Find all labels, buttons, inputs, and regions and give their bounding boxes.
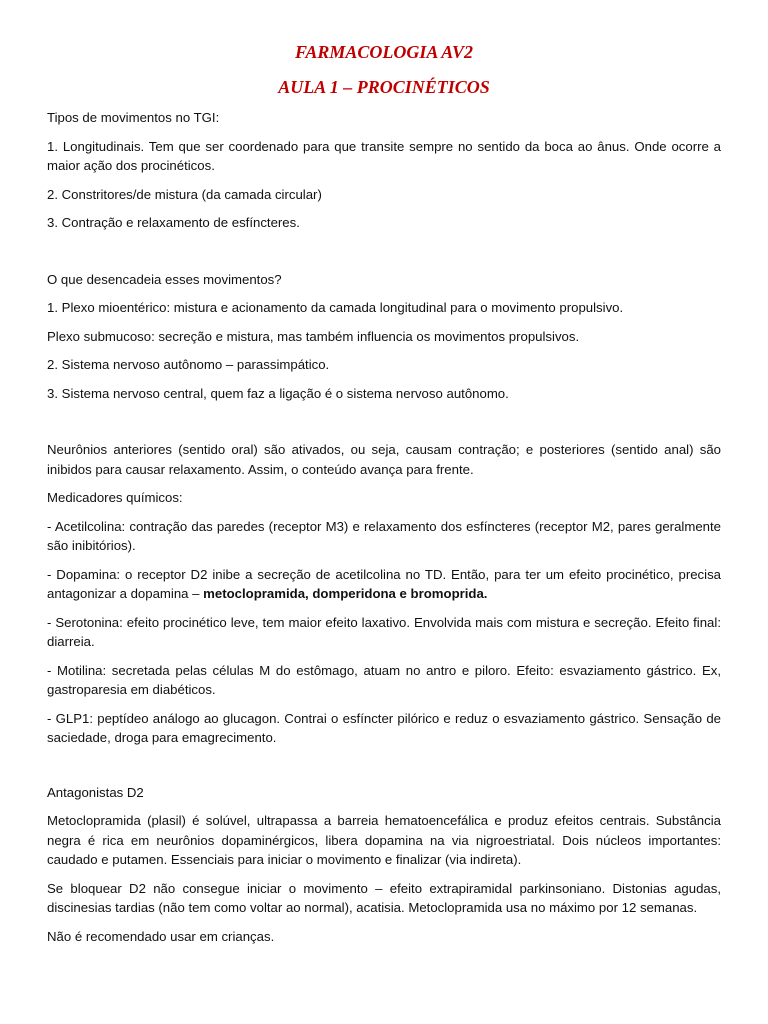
section-heading-desencadeia: O que desencadeia esses movimentos?	[47, 271, 282, 287]
section-heading-medicadores: Medicadores químicos:	[47, 490, 183, 505]
paragraph-antagonistas-3: Não é recomendado usar em crianças.	[47, 928, 275, 944]
paragraph-serotonina: - Serotonina: efeito procinético leve, tem maior efeito laxativo. Envolvida mais com mistura e secreção. Efeito final: diarreia.	[47, 614, 721, 649]
paragraph-desencadeia-2: 2. Sistema nervoso autônomo – parassimpático.	[47, 357, 330, 372]
paragraph-desencadeia-3: 3. Sistema nervoso central, quem faz a ligação é o sistema nervoso autônomo.	[47, 385, 509, 401]
paragraph-neuronios: Neurônios anteriores (sentido oral) são ativados, ou seja, causam contração; e posteriores (sentido anal) são inibidos para causar relaxamento. Assim, o conteúdo avança para frente.	[47, 442, 721, 477]
paragraph-tipos-3: 3. Contração e relaxamento de esfíncteres.	[47, 215, 300, 230]
document-subtitle: AULA 1 – PROCINÉTICOS	[278, 77, 490, 97]
spacer	[47, 412, 721, 440]
paragraph-tipos-1: 1. Longitudinais. Tem que ser coordenado para que transite sempre no sentido da boca ao ânus. Onde ocorre a maior ação dos procinéticos.	[47, 138, 721, 173]
dopamina-text: - Dopamina: o receptor D2 inibe a secreção de acetilcolina no TD. Então, para ter um efeito procinético, precisa antagonizar a dopamina –	[47, 566, 721, 601]
paragraph-desencadeia-1b: Plexo submucoso: secreção e mistura, mas também influencia os movimentos propulsivos.	[47, 328, 580, 344]
document-body	[47, 108, 721, 946]
paragraph-antagonistas-1: Metoclopramida (plasil) é solúvel, ultrapassa a barreia hematoencefálica e produz efeitos centrais. Substância negra é rica em neurônios dopaminérgicos, libera dopamina na via nigroestriatal. Dois núcleos importantes: caudado e putamen. Essenciais para iniciar o movimento e finalizar (via indireta).	[47, 813, 721, 867]
paragraph-tipos-2: 2. Constritores/de mistura (da camada circular)	[47, 186, 322, 202]
paragraph-desencadeia-1: 1. Plexo mioentérico: mistura e acionamento da camada longitudinal para o movimento propulsivo.	[47, 300, 624, 315]
dopamina-drugs-bold: metoclopramida, domperidona e bromoprida.	[203, 586, 488, 601]
section-heading-tipos: Tipos de movimentos no TGI:	[47, 110, 220, 125]
paragraph-antagonistas-2: Se bloquear D2 não consegue iniciar o movimento – efeito extrapiramidal parkinsoniano. Distonias agudas, discinesias tardias (não tem como voltar ao normal), acatisia. Metoclopramida usa no máximo por 12 semanas.	[47, 880, 721, 915]
paragraph-glp1: - GLP1: peptídeo análogo ao glucagon. Contrai o esfíncter pilórico e reduz o esvaziamento gástrico. Sensação de saciedade, droga para emagrecimento.	[47, 710, 721, 745]
spacer	[47, 757, 721, 783]
section-heading-antagonistas: Antagonistas D2	[47, 784, 144, 800]
spacer	[47, 242, 721, 270]
document-title: FARMACOLOGIA AV2	[295, 42, 473, 62]
paragraph-acetilcolina: - Acetilcolina: contração das paredes (receptor M3) e relaxamento dos esfíncteres (receptor M2, pares geralmente são inibitórios).	[47, 518, 721, 553]
paragraph-motilina: - Motilina: secretada pelas células M do estômago, atuam no antro e piloro. Efeito: esvaziamento gástrico. Ex, gastroparesia em diabéticos.	[47, 662, 721, 697]
paragraph-dopamina	[47, 565, 721, 604]
